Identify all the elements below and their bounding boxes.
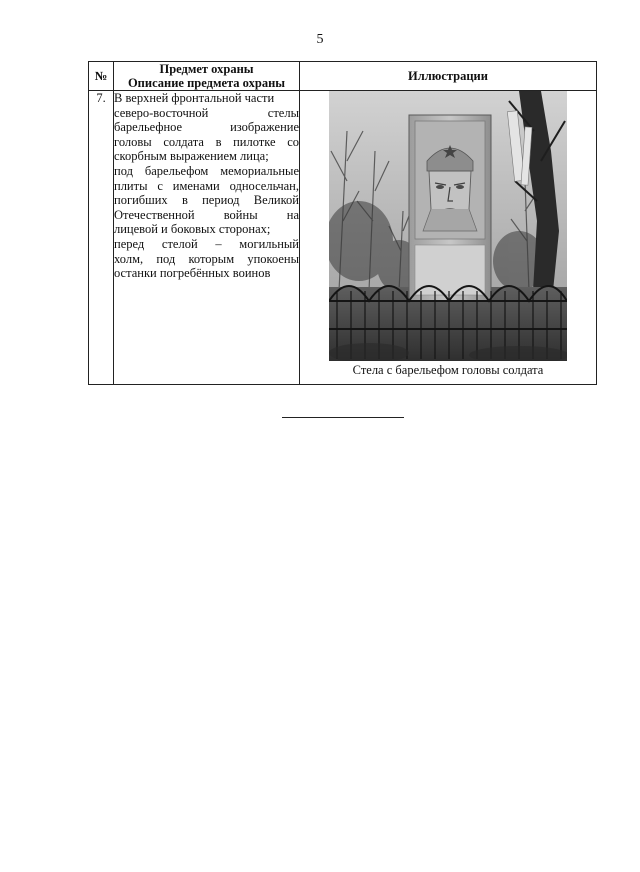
description-line: лицевой и боковых сторонах;	[114, 222, 271, 237]
description-line: под барельефом мемориальные	[114, 163, 299, 178]
description-line: северо-восточной стелы	[114, 105, 299, 120]
protection-subject-table	[88, 61, 597, 385]
table-row	[89, 91, 597, 385]
description-line: погибших в период Великой	[114, 193, 299, 208]
header-subject-title: Предмет охраны	[159, 62, 254, 76]
description-line: скорбным выражением лица;	[114, 149, 269, 164]
header-number: №	[89, 62, 114, 91]
stele-photo	[329, 91, 567, 361]
row-description	[114, 91, 300, 385]
description-line: плиты с именами односельчан,	[114, 178, 299, 193]
description-line: В верхней фронтальной части	[114, 91, 275, 105]
description-line: барельефное изображение	[114, 120, 299, 135]
end-of-document-rule	[282, 417, 404, 418]
row-illustration	[300, 91, 597, 385]
page-number: 5	[316, 32, 324, 47]
description-line: холм, под которым упокоены	[114, 251, 299, 266]
description-line: Отечественной войны на	[114, 207, 299, 222]
description-line: останки погребённых воинов	[114, 266, 271, 281]
description-line: перед стелой – могильный	[114, 236, 299, 251]
header-subject-description: Описание предмета охраны	[127, 76, 286, 90]
header-subject	[114, 62, 300, 91]
description-line: головы солдата в пилотке со	[114, 134, 299, 149]
table-header-row	[89, 62, 597, 91]
photo-caption: Стела с барельефом головы солдата	[352, 363, 544, 377]
row-number: 7.	[89, 91, 114, 385]
header-illustrations: Иллюстрации	[300, 62, 597, 91]
